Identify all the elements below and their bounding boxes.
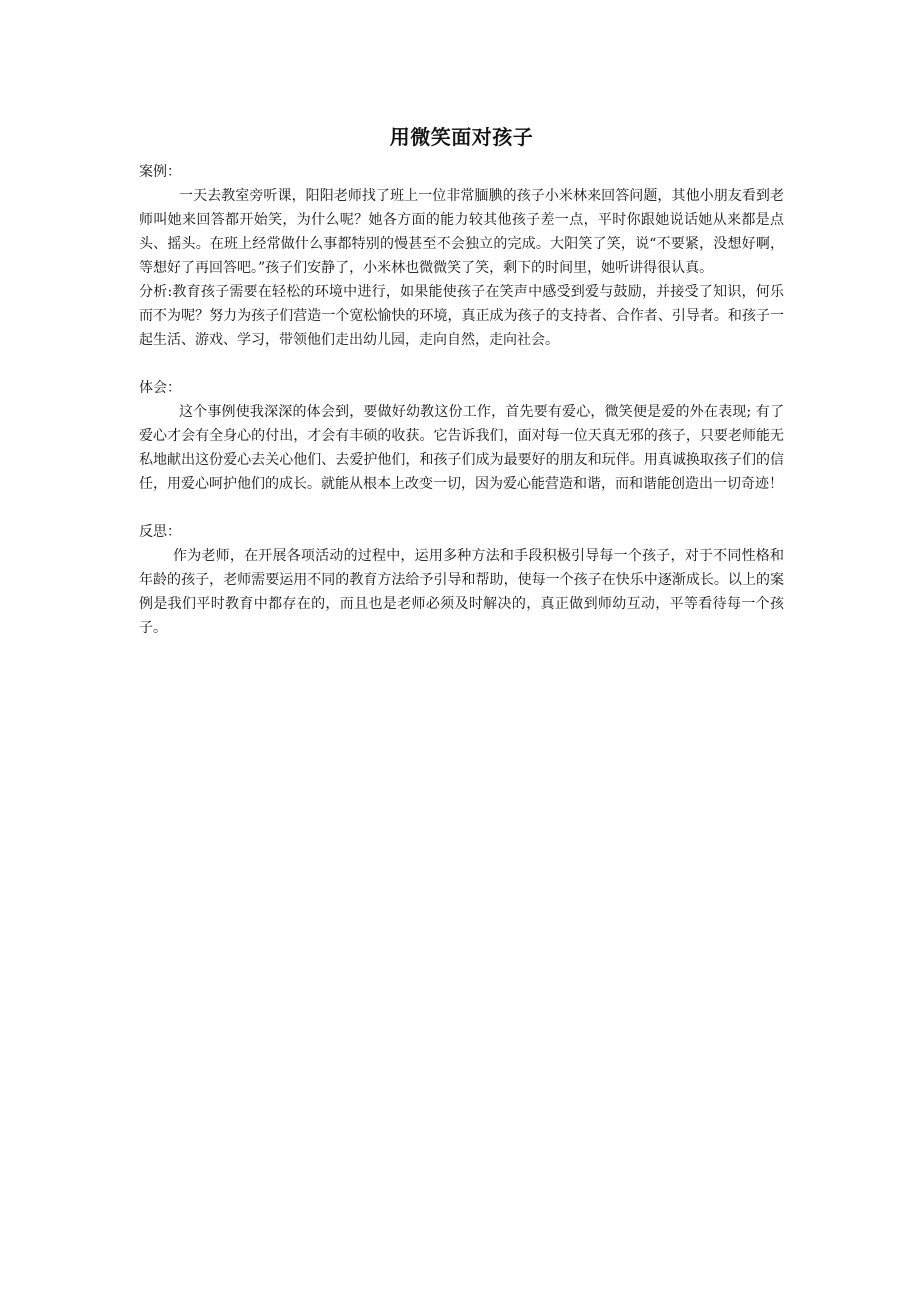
analysis-paragraph: [139, 280, 784, 352]
case-paragraph: 一天去教室旁听课，阳阳老师找了班上一位非常腼腆的孩子小米林来回答问题，其他小朋友看到老师叫她来回答都开始笑，为什么呢？她各方面的能力较其他孩子差一点，平时你跟她说话她从来都是点头、摇头。在班上经常做什么事都特别的慢甚至不会独立的完成。大阳笑了笑，说“不要紧，没想好啊，等想好了再回答吧。”孩子们安静了，小米林也微微笑了笑，剩下的时间里，她听讲得很认真。: [139, 188, 784, 276]
document-title: 用微笑面对孩子: [389, 125, 534, 149]
document-page: [139, 118, 784, 640]
experience-label: 体会：: [139, 380, 181, 396]
reflection-label: 反思：: [139, 524, 181, 540]
analysis-label: 分析:: [139, 284, 173, 300]
section-spacer: [139, 496, 784, 520]
section-spacer: [139, 352, 784, 376]
experience-paragraph: 这个事例使我深深的体会到，要做好幼教这份工作，首先要有爱心，微笑便是爱的外在表现; 有了爱心才会有全身心的付出，才会有丰硕的收获。它告诉我们，面对每一位天真无邪的孩子，只要老师能无私地献出这份爱心去关心他们、去爱护他们，和孩子们成为最要好的朋友和玩伴。用真诚换取孩子们的信任，用爱心呵护他们的成长。就能从根本上改变一切，因为爱心能营造和谐，而和谐能创造出一切奇迹！: [139, 404, 784, 492]
analysis-text: 教育孩子需要在轻松的环境中进行，如果能使孩子在笑声中感受到爱与鼓励，并接受了知识，何乐而不为呢？努力为孩子们营造一个宽松愉快的环境，真正成为孩子的支持者、合作者、引导者。和孩子一起生活、游戏、学习，带领他们走出幼儿园，走向自然，走向社会。: [139, 284, 785, 348]
case-label: 案例：: [139, 164, 181, 180]
reflection-paragraph: 作为老师，在开展各项活动的过程中，运用多种方法和手段积极引导每一个孩子，对于不同性格和年龄的孩子，老师需要运用不同的教育方法给予引导和帮助，使每一个孩子在快乐中逐渐成长。以上的案例是我们平时教育中都存在的，而且也是老师必须及时解决的，真正做到师幼互动，平等看待每一个孩子。: [139, 548, 784, 636]
